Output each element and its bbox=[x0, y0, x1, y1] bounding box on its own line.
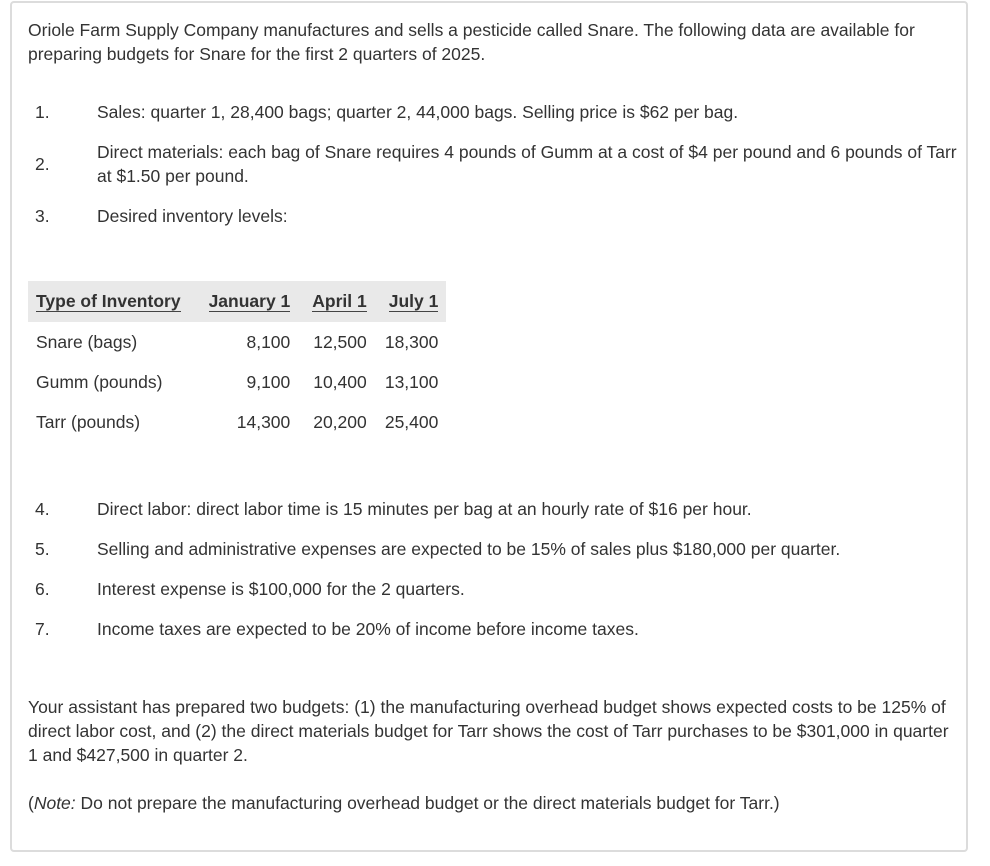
list-number: 4. bbox=[35, 499, 50, 519]
note-paragraph bbox=[28, 791, 953, 815]
cell: 10,400 bbox=[313, 371, 367, 392]
list-text: Direct materials: each bag of Snare requires 4 pounds of Gumm at a cost of $4 per pound and 6 pounds of Tarr at $1.50 per pound. bbox=[97, 142, 957, 186]
list-text: Direct labor: direct labor time is 15 minutes per bag at an hourly rate of $16 per hour. bbox=[97, 499, 752, 519]
list-text: Desired inventory levels: bbox=[97, 206, 288, 226]
note-text: Do not prepare the manufacturing overhead budget or the direct materials budget for Tarr.) bbox=[75, 793, 780, 813]
cell: 12,500 bbox=[313, 331, 367, 352]
list-text: Income taxes are expected to be 20% of income before income taxes. bbox=[97, 619, 639, 639]
column-header: January 1 bbox=[195, 281, 299, 322]
row-label: Gumm (pounds) bbox=[36, 371, 163, 392]
column-header: April 1 bbox=[298, 281, 374, 322]
cell: 25,400 bbox=[384, 411, 439, 432]
column-header: Type of Inventory bbox=[28, 281, 195, 322]
table-header-row bbox=[28, 281, 446, 322]
list-text: Selling and administrative expenses are expected to be 15% of sales plus $180,000 per quarter. bbox=[97, 539, 841, 559]
list-text: Sales: quarter 1, 28,400 bags; quarter 2, 44,000 bags. Selling price is $62 per bag. bbox=[97, 102, 739, 122]
inventory-table bbox=[28, 281, 446, 442]
problem-card bbox=[10, 1, 968, 852]
list-number: 2. bbox=[35, 154, 50, 174]
row-label: Snare (bags) bbox=[36, 331, 138, 352]
list-number: 5. bbox=[35, 539, 50, 559]
cell: 20,200 bbox=[313, 411, 367, 432]
assistant-paragraph: Your assistant has prepared two budgets: (1) the manufacturing overhead budget shows expected costs to be 125% of direct labor cost, and (2) the direct materials budget for Tarr shows the cost of Tarr purchases to be $301,000 in quarter 1 and $427,500 in quarter 2. bbox=[28, 697, 949, 765]
list-number: 1. bbox=[35, 102, 50, 122]
cell: 9,100 bbox=[246, 371, 291, 392]
table-row bbox=[28, 362, 446, 402]
list-number: 3. bbox=[35, 206, 50, 226]
note-label: Note: bbox=[33, 793, 76, 813]
table-row bbox=[28, 402, 446, 442]
list-number: 6. bbox=[35, 579, 50, 599]
intro-paragraph: Oriole Farm Supply Company manufactures and sells a pesticide called Snare. The following data are available for preparing budgets for Snare for the first 2 quarters of 2025. bbox=[28, 20, 915, 64]
note-open-paren: ( bbox=[28, 793, 34, 813]
list-text: Interest expense is $100,000 for the 2 quarters. bbox=[97, 579, 465, 599]
cell: 8,100 bbox=[246, 331, 291, 352]
cell: 14,300 bbox=[236, 411, 291, 432]
row-label: Tarr (pounds) bbox=[36, 411, 141, 432]
list-number: 7. bbox=[35, 619, 50, 639]
column-header: July 1 bbox=[375, 281, 447, 322]
table-row bbox=[28, 322, 446, 362]
cell: 18,300 bbox=[384, 331, 439, 352]
cell: 13,100 bbox=[384, 371, 439, 392]
